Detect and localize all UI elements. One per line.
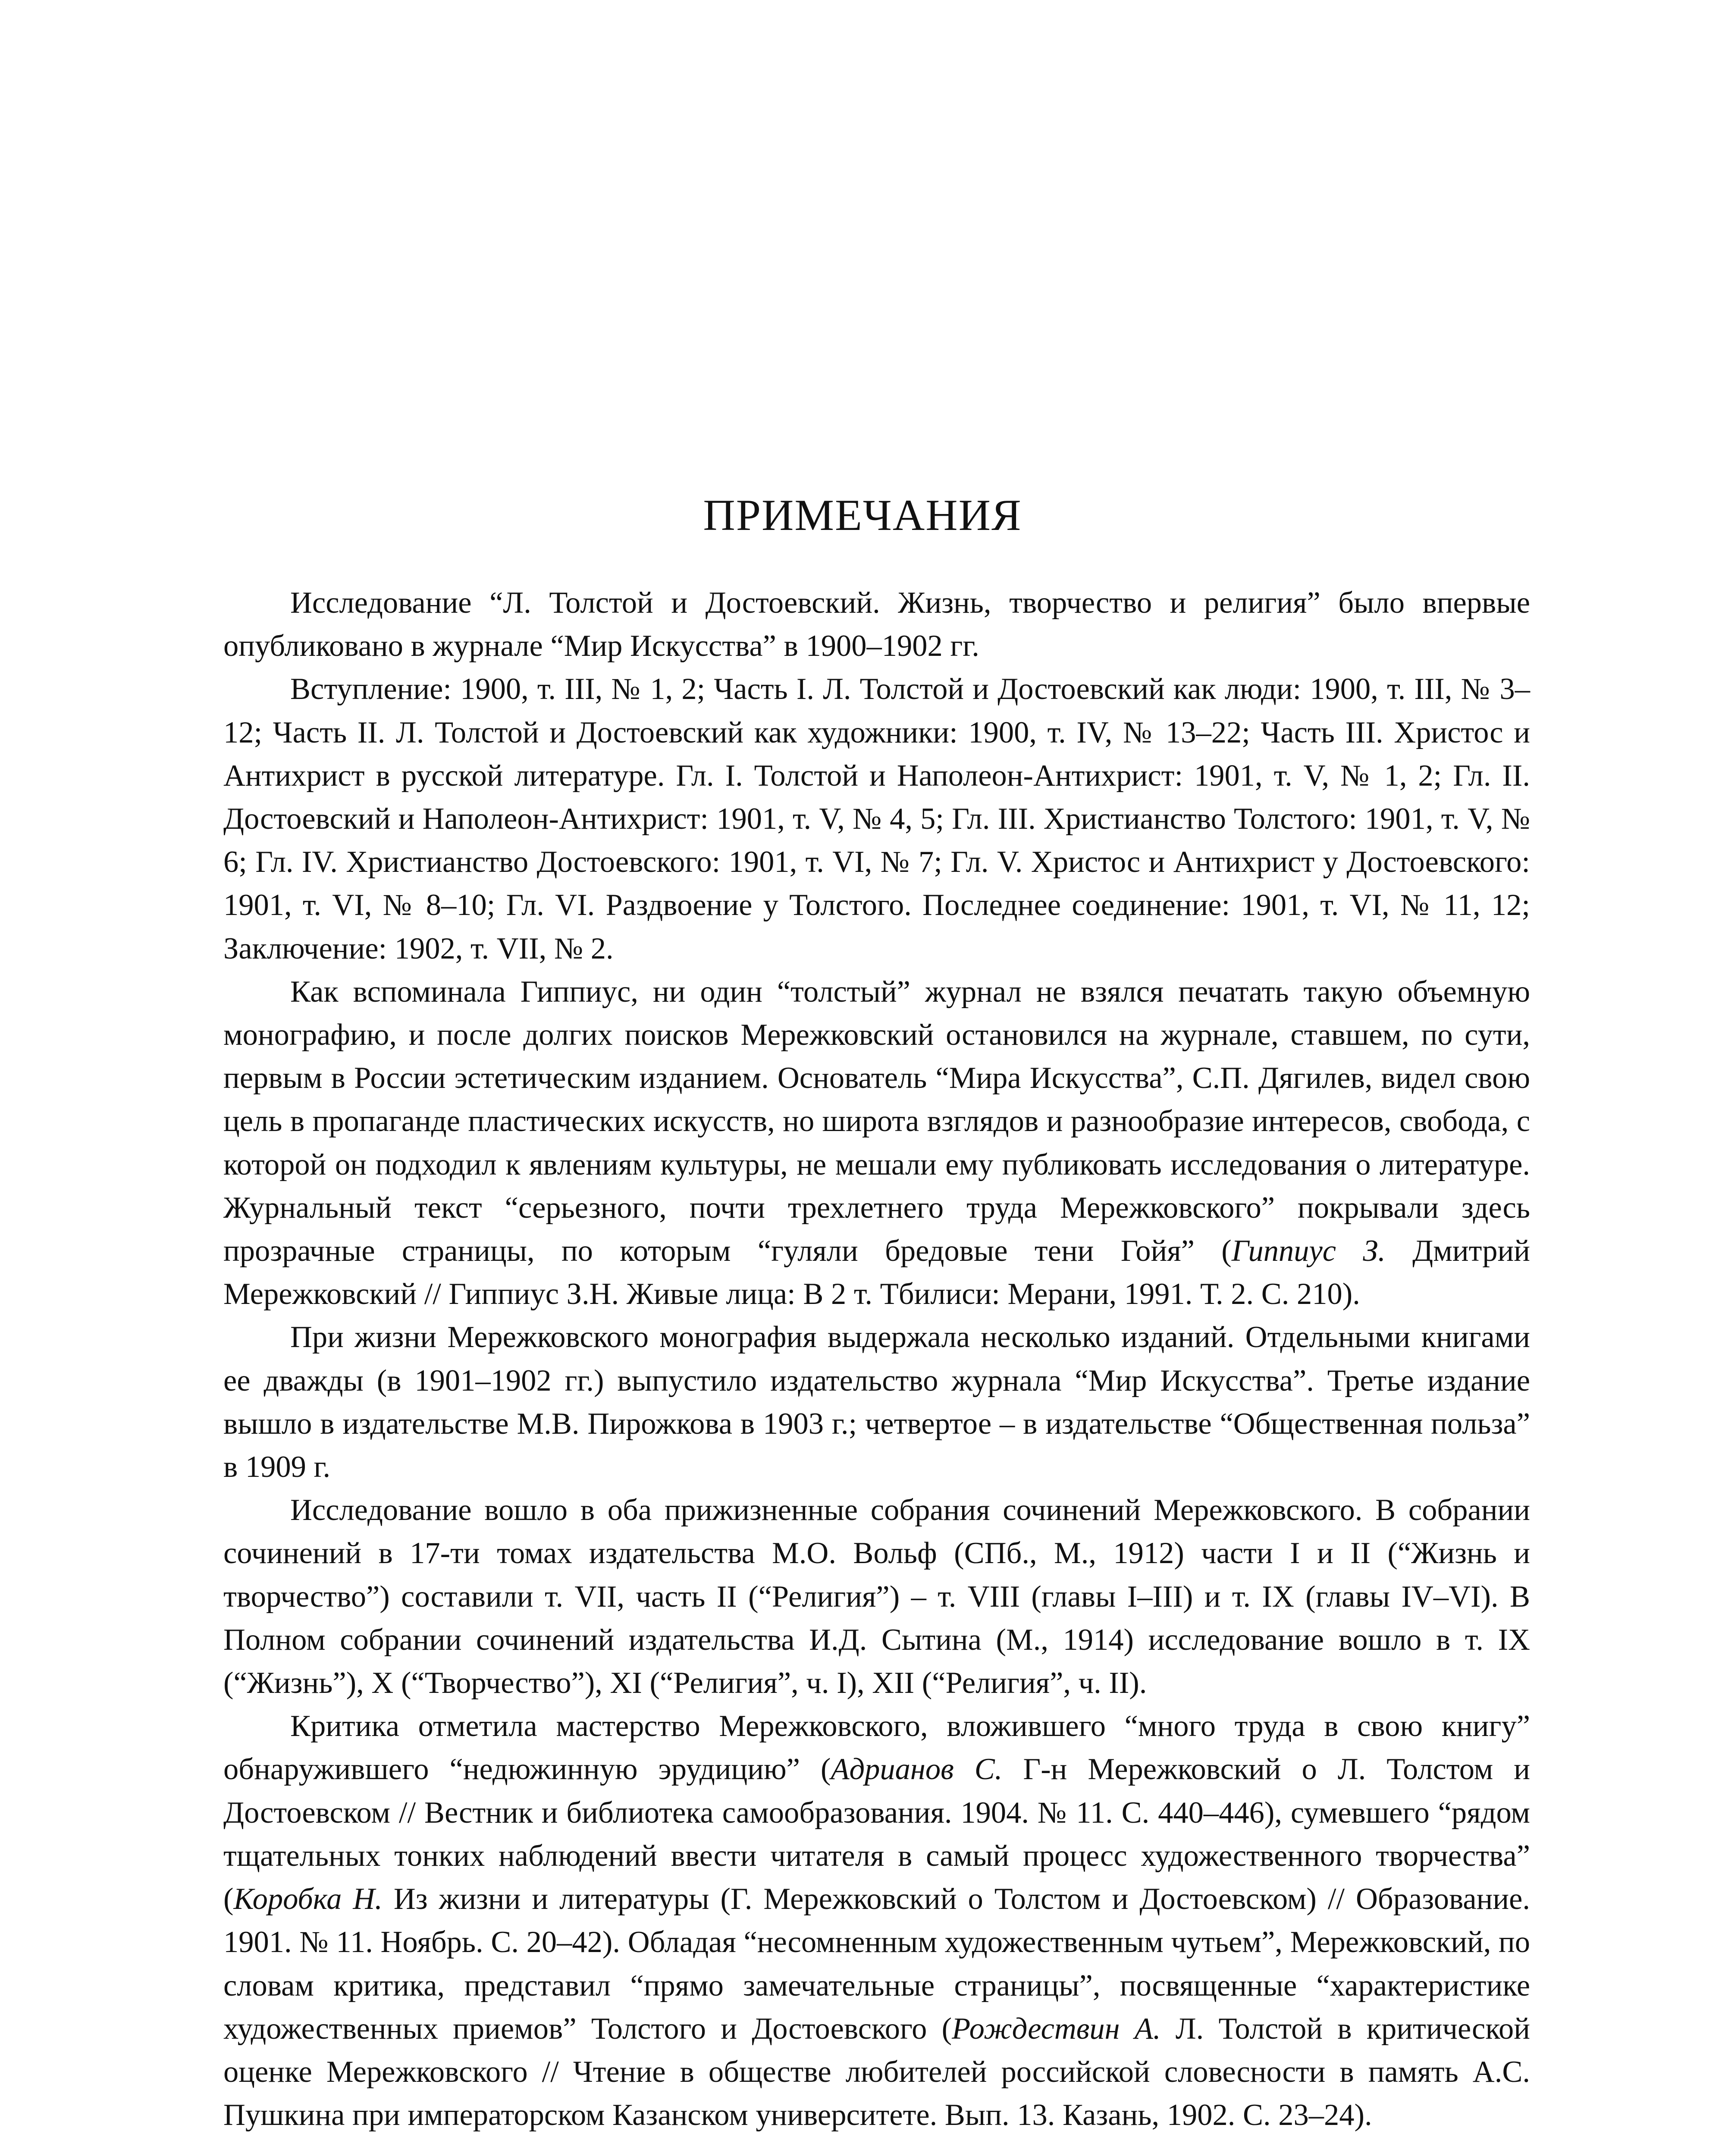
paragraph-6-author-3: Рождествин А. (952, 2012, 1161, 2046)
paragraph-6-text-a: Критика отметила мастерство Мережковского, вложившего “много труда в свою книгу” обнаружившего “недюжинную эрудицию” ( (223, 1709, 1530, 1786)
paragraph-3-text-a: Как вспоминала Гиппиус, ни один “толстый” журнал не взялся печатать такую объемную монографию, и после долгих поисков Мережковский остановился на журнале, ставшем, по сути, первым в России эстетическим изданием. Основатель “Мира Искусства”, С.П. Дягилев, видел свою цель в пропаганде пластических искусств, но широта взглядов и разнообразие интересов, свобода, с которой он подходил к явлениям культуры, не мешали ему публиковать исследования о литературе. Журнальный текст “серьезного, почти трехлетнего труда Мережковского” покрывали здесь прозрачные страницы, по которым “гуляли бредовые тени Гойя” ( (223, 975, 1530, 1268)
paragraph-2: Вступление: 1900, т. III, № 1, 2; Часть I. Л. Толстой и Достоевский как люди: 1900, т. III, № 3–12; Часть II. Л. Толстой и Достоевский как художники: 1900, т. IV, № 13–22; Часть III. Христос и Антихрист в русской литературе. Гл. I. Толстой и Наполеон-Антихрист: 1901, т. V, № 1, 2; Гл. II. Достоевский и Наполеон-Антихрист: 1901, т. V, № 4, 5; Гл. III. Христианство Толстого: 1901, т. V, № 6; Гл. IV. Христианство Достоевского: 1901, т. VI, № 7; Гл. V. Христос и Антихрист у Достоевского: 1901, т. VI, № 8–10; Гл. VI. Раздвоение у Толстого. Последнее соединение: 1901, т. VI, № 11, 12; Заключение: 1902, т. VII, № 2. (223, 672, 1530, 965)
paragraph-3-author: Гиппиус З. (1231, 1234, 1386, 1268)
paragraph-6-text-b: Г-н Мережковский о Л. Толстом и Достоевском // Вестник и библиотека самообразования. 1904. № 11. С. 440–446), сумевшего “рядом тщательных тонких наблюдений ввести читателя в самый процесс художественного творчества” ( (223, 1752, 1531, 1916)
paragraph-4: При жизни Мережковского монография выдержала несколько изданий. Отдельными книгами ее дважды (в 1901–1902 гг.) выпустило издательство журнала “Мир Искусства”. Третье издание вышло в издательстве М.В. Пирожкова в 1903 г.; четвертое – в издательстве “Общественная польза” в 1909 г. (223, 1320, 1530, 1484)
paragraph-6 (223, 1705, 1530, 2137)
paragraph-1: Исследование “Л. Толстой и Достоевский. Жизнь, творчество и религия” было впервые опубликовано в журнале “Мир Искусства” в 1900–1902 гг. (223, 586, 1530, 663)
page-title: ПРИМЕЧАНИЯ (703, 491, 1022, 540)
paragraph-3-text-b: Дмитрий Мережковский // Гиппиус З.Н. Живые лица: В 2 т. Тбилиси: Мерани, 1991. Т. 2. С. 210). (223, 1234, 1530, 1311)
paragraph-6-author-1: Адрианов С. (831, 1752, 1003, 1786)
paragraph-5: Исследование вошло в оба прижизненные собрания сочинений Мережковского. В собрании сочинений в 17-ти томах издательства М.О. Вольф (СПб., М., 1912) части I и II (“Жизнь и творчество”) составили т. VII, часть II (“Религия”) – т. VIII (главы I–III) и т. IX (главы IV–VI). В Полном собрании сочинений издательства И.Д. Сытина (М., 1914) исследование вошло в т. IX (“Жизнь”), X (“Творчество”), XI (“Религия”, ч. I), XII (“Религия”, ч. II). (223, 1493, 1530, 1700)
paragraph-6-author-2: Коробка Н. (233, 1882, 383, 1916)
paragraph-6-text-c: Из жизни и литературы (Г. Мережковский о Толстом и Достоевском) // Образование. 1901. № 11. Ноябрь. С. 20–42). Обладая “несомненным художественным чутьем”, Мережковский, по словам критика, представил “прямо замечательные страницы”, посвященные “характеристике художественных приемов” Толстого и Достоевского ( (223, 1882, 1531, 2046)
paragraph-6-text-d: Л. Толстой в критической оценке Мережковского // Чтение в обществе любителей российской словесности в память А.С. Пушкина при императорском Казанском университете. Вып. 13. Казань, 1902. С. 23–24). (223, 2012, 1530, 2132)
notes-body (223, 581, 1530, 2137)
paragraph-3 (223, 970, 1530, 1316)
